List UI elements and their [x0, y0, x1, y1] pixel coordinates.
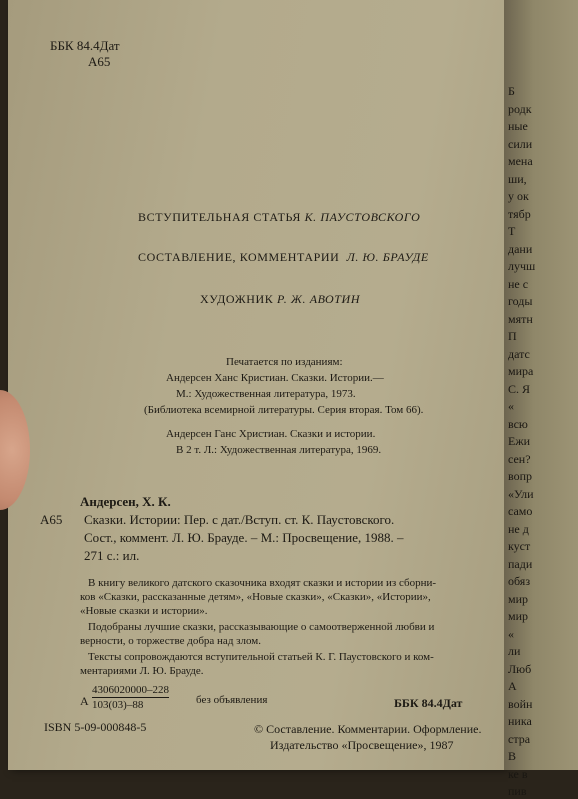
edition-line-2: М.: Художественная литература, 1973. [176, 388, 356, 400]
compilation-credit-name: Л. Ю. БРАУДЕ [346, 250, 429, 264]
facing-page-line: годы [508, 294, 533, 308]
facing-page-line: сили [508, 136, 533, 151]
artist-credit [200, 292, 360, 307]
facing-page-line: лучш [508, 259, 536, 273]
catalog-mark: A65 [40, 512, 63, 527]
facing-page-line: дани [508, 241, 533, 256]
facing-page-line: мир [508, 609, 529, 623]
facing-page-line: сен? [508, 451, 531, 466]
catalog-line-1: Сказки. Истории: Пер. с дат./Вступ. ст. К. Паустовского. [84, 512, 395, 527]
facing-page-line: мятн [508, 311, 533, 326]
facing-page-line: А [508, 679, 517, 693]
facing-page-line: не с [508, 276, 529, 291]
fraction-denominator: 103(03)–88 [92, 699, 144, 711]
fraction-numerator: 4306020000–228 [92, 684, 169, 696]
facing-page-line: ные [508, 119, 528, 133]
facing-page-line: мир [508, 591, 529, 606]
intro-credit-prefix: ВСТУПИТЕЛЬНАЯ СТАТЬЯ [138, 210, 301, 224]
facing-page-line: мена [508, 154, 533, 168]
facing-page [504, 0, 578, 798]
facing-page-line: пади [508, 556, 533, 571]
compilation-credit [138, 250, 429, 265]
facing-page-line: «Ули [508, 486, 534, 501]
facing-page-line: Б [508, 84, 515, 98]
facing-page-line: Т [508, 224, 516, 238]
editions-heading: Печатается по изданиям: [226, 356, 343, 368]
facing-page-line: П [508, 329, 517, 343]
footer-letter: А [80, 694, 89, 708]
edition-line-3: (Библиотека всемирной литературы. Серия вторая. Том 66). [144, 404, 424, 416]
facing-page-line: « [508, 626, 514, 641]
title-page-verso [8, 0, 504, 770]
facing-page-line: всю [508, 416, 528, 431]
facing-page-line: В [508, 749, 517, 763]
artist-credit-name: Р. Ж. АВОТИН [277, 292, 361, 306]
edition-line-4: Андерсен Ганс Христиан. Сказки и истории. [166, 428, 376, 440]
catalog-author: Андерсен, Х. К. [80, 494, 171, 509]
facing-page-line: Ежи [508, 434, 531, 448]
annotation-p2-line-1: Подобраны лучшие сказки, рассказывающие о самоотверженной любви и [88, 621, 435, 633]
catalog-fraction [92, 684, 169, 711]
facing-page-line: ника [508, 714, 532, 728]
facing-page-line: « [508, 399, 514, 413]
facing-page-line: родк [508, 101, 532, 116]
footer-bbk: ББК 84.4Дат [394, 696, 463, 710]
edition-line-5: В 2 т. Л.: Художественная литература, 1969. [176, 444, 382, 456]
copyright-line-1: © Составление. Комментарии. Оформление. [254, 722, 482, 736]
facing-page-line: не д [508, 521, 529, 536]
edition-line-1: Андерсен Ханс Кристиан. Сказки. Истории.— [166, 372, 384, 384]
annotation-p3-line-1: Тексты сопровождаются вступительной статьей К. Г. Паустовского и ком- [88, 651, 434, 663]
catalog-line-3: 271 с.: ил. [84, 548, 140, 563]
intro-credit-name: К. ПАУСТОВСКОГО [304, 210, 421, 224]
facing-page-line: ши, [508, 171, 527, 186]
facing-page-line: С. Я [508, 381, 531, 396]
facing-page-line: вопр [508, 469, 533, 483]
no-ad-note: без объявления [196, 694, 268, 706]
copyright-line-2: Издательство «Просвещение», 1987 [270, 738, 454, 752]
facing-page-line: само [508, 504, 533, 518]
facing-page-line: мира [508, 364, 534, 378]
facing-page-line: ке в [508, 766, 528, 781]
intro-credit [138, 210, 420, 225]
facing-page-line: тябр [508, 206, 531, 221]
facing-page-line: куст [508, 539, 531, 553]
facing-page-line: у ок [508, 189, 529, 203]
facing-page-line: Люб [508, 661, 532, 676]
annotation-p1-line-3: «Новые сказки и истории». [80, 605, 208, 617]
isbn: ISBN 5-09-000848-5 [44, 720, 147, 734]
facing-page-line: датс [508, 346, 530, 361]
compilation-credit-prefix: СОСТАВЛЕНИЕ, КОММЕНТАРИИ [138, 250, 340, 264]
facing-page-line: стра [508, 731, 531, 746]
annotation-p2-line-2: верности, о торжестве добра над злом. [80, 635, 262, 647]
annotation-p3-line-2: ментариями Л. Ю. Брауде. [80, 665, 204, 677]
annotation-p1-line-2: ков «Сказки, рассказанные детям», «Новые сказки», «Сказки», «Истории», [80, 591, 431, 603]
facing-page-line: обяз [508, 574, 531, 588]
annotation-p1-line-1: В книгу великого датского сказочника входят сказки и истории из сборни- [88, 577, 437, 589]
catalog-line-2: Сост., коммент. Л. Ю. Брауде. – М.: Просвещение, 1988. – [84, 530, 404, 545]
facing-page-line: ли [508, 644, 521, 658]
artist-credit-prefix: ХУДОЖНИК [200, 292, 274, 306]
facing-page-line: войн [508, 696, 533, 711]
bbk-code: ББК 84.4Дат [50, 38, 120, 53]
author-mark: A65 [88, 54, 111, 69]
facing-page-line: пив [508, 784, 527, 798]
